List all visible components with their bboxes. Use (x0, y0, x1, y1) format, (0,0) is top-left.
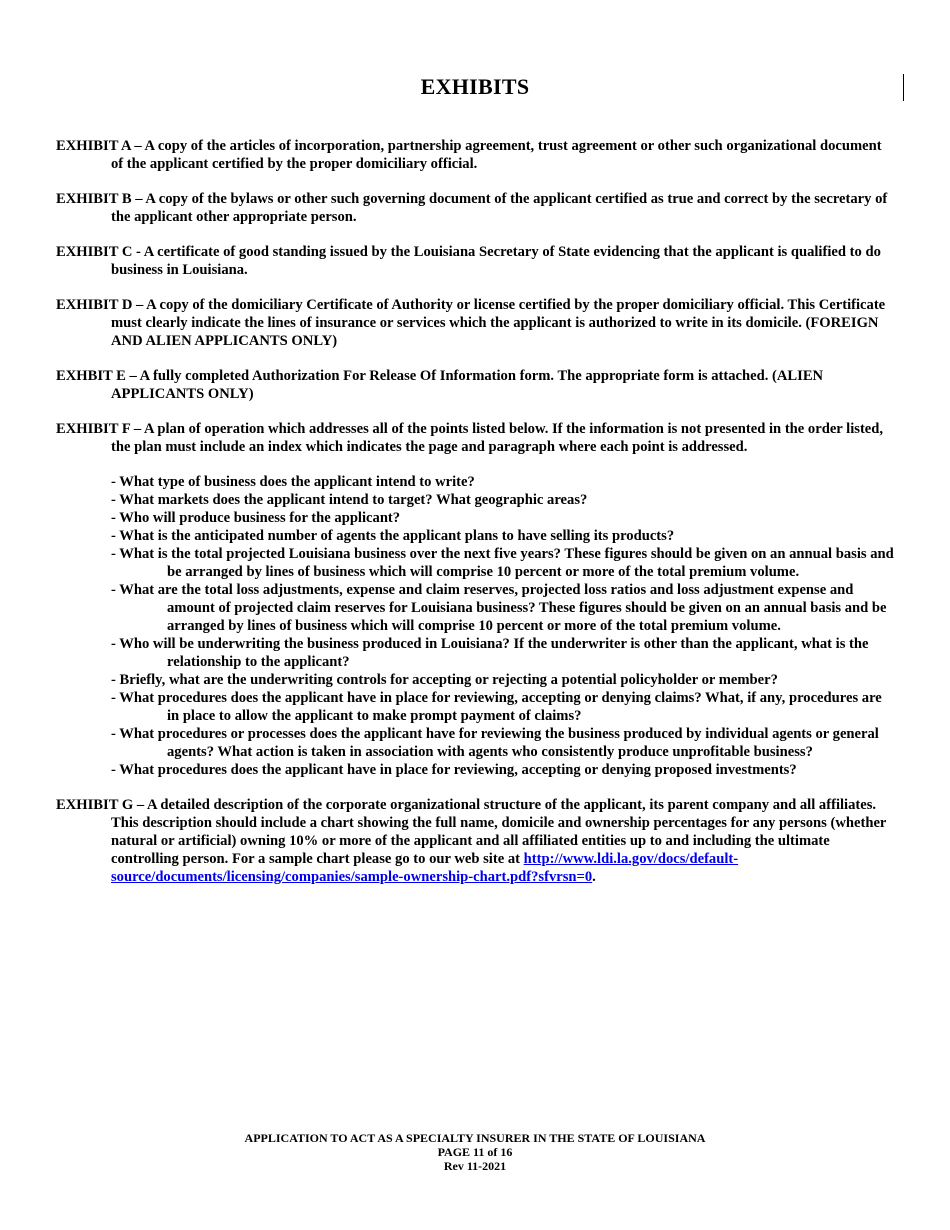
exhibit-b: EXHIBIT B – A copy of the bylaws or other such governing document of the applicant certified as true and correct by the secretary of the applicant other appropriate person. (56, 191, 888, 225)
footer-title: APPLICATION TO ACT AS A SPECIALTY INSURER IN THE STATE OF LOUISIANA (244, 1131, 706, 1145)
exhibit-g-end: . (592, 869, 596, 885)
list-item: - What is the total projected Louisiana business over the next five years? These figures should be given on an annual basis and be arranged by lines of business which will comprise 10 percent or more of the total premium volume. (111, 546, 894, 580)
list-item: - What is the anticipated number of agents the applicant plans to have selling its products? (111, 528, 675, 544)
footer-revision: Rev 11-2021 (443, 1159, 507, 1173)
exhibit-c: EXHIBIT C - A certificate of good standing issued by the Louisiana Secretary of State evidencing that the applicant is qualified to do business in Louisiana. (56, 244, 881, 278)
list-item: - What procedures or processes does the applicant have for reviewing the business produced by individual agents or general agents? What action is taken in association with agents who consistently produce unprofitable business? (111, 726, 879, 760)
list-item: - What procedures does the applicant have in place for reviewing, accepting or denying proposed investments? (111, 762, 797, 778)
list-item: - Briefly, what are the underwriting controls for accepting or rejecting a potential policyholder or member? (111, 672, 778, 688)
list-item: - Who will produce business for the applicant? (111, 510, 401, 526)
list-item: - Who will be underwriting the business produced in Louisiana? If the underwriter is other than the applicant, what is the relationship to the applicant? (111, 636, 869, 670)
footer-page-number: PAGE 11 of 16 (437, 1145, 513, 1159)
exhibit-e: EXHBIT E – A fully completed Authorization For Release Of Information form. The appropriate form is attached. (ALIEN APPLICANTS ONLY) (56, 368, 824, 402)
page-title: EXHIBITS (420, 74, 530, 99)
revision-change-bar (903, 74, 904, 101)
list-item: - What type of business does the applicant intend to write? (111, 474, 475, 490)
sample-chart-link[interactable]: http://www.ldi.la.gov/docs/default-source/documents/licensing/companies/sample-ownership-chart.pdf?sfvrsn=0 (111, 851, 739, 885)
exhibit-g (56, 796, 896, 886)
exhibit-f-points (111, 473, 896, 779)
list-item: - What markets does the applicant intend to target? What geographic areas? (111, 492, 588, 508)
list-item: - What are the total loss adjustments, expense and claim reserves, projected loss ratios and loss adjustment expense and amount of projected claim reserves for Louisiana business? These figures should be given on an annual basis and be arranged by lines of business which will comprise 10 percent or more of the total premium volume. (111, 582, 887, 634)
exhibit-g-text: EXHIBIT G – A detailed description of the corporate organizational structure of the applicant, its parent company and all affiliates. This description should include a chart showing the full name, domicile and ownership percentages for any persons (whether natural or artificial) owning 10% or more of the applicant and all affiliated entities up to and including the ultimate controlling person. For a sample chart please go to our web site at (56, 797, 887, 867)
page-footer (0, 1131, 950, 1173)
exhibit-d: EXHIBIT D – A copy of the domiciliary Certificate of Authority or license certified by the proper domiciliary official. This Certificate must clearly indicate the lines of insurance or services which the applicant is authorized to write in its domicile. (FOREIGN AND ALIEN APPLICANTS ONLY) (56, 297, 886, 349)
exhibit-a: EXHIBIT A – A copy of the articles of incorporation, partnership agreement, trust agreement or other such organizational document of the applicant certified by the proper domiciliary official. (56, 138, 882, 172)
exhibits-list (56, 137, 896, 903)
exhibit-f: EXHIBIT F – A plan of operation which addresses all of the points listed below. If the information is not presented in the order listed, the plan must include an index which indicates the page and paragraph where each point is addressed. (56, 421, 884, 455)
list-item: - What procedures does the applicant have in place for reviewing, accepting or denying claims? What, if any, procedures are in place to allow the applicant to make prompt payment of claims? (111, 690, 882, 724)
